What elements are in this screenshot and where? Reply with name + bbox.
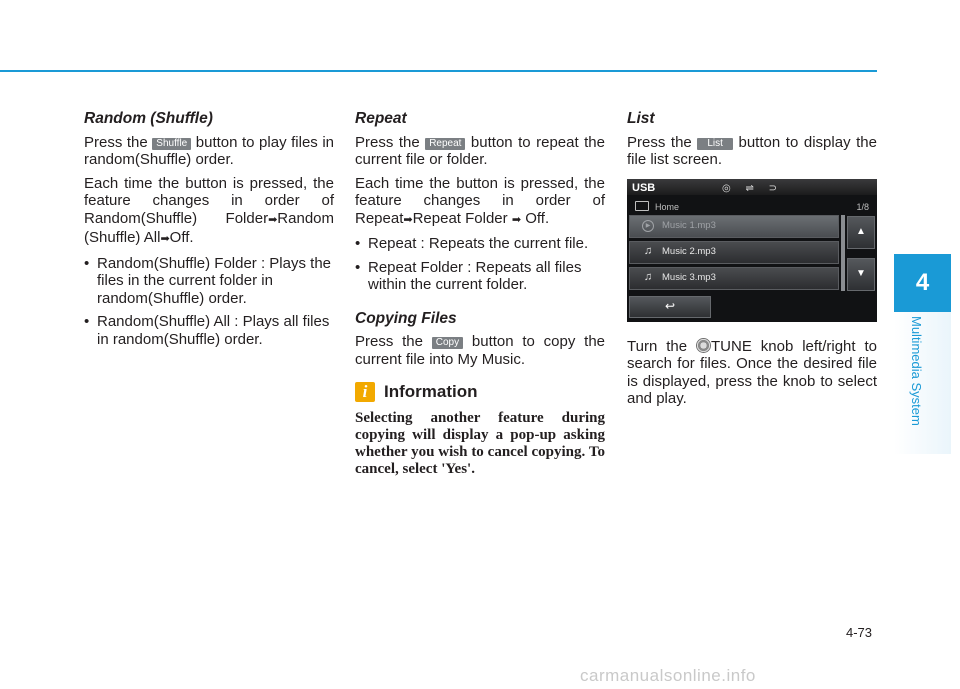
back-icon: ↩ bbox=[629, 296, 711, 318]
file-row-1: ▶ Music 1.mp3 bbox=[629, 215, 839, 238]
repeat-order-text: Each time the button is pressed, the feature changes in order of Repeat➡Repeat Folder ➡ Off. bbox=[355, 174, 605, 227]
folder-home: Home bbox=[635, 199, 679, 217]
heading-list: List bbox=[627, 110, 655, 127]
repeat-button-label: Repeat bbox=[425, 138, 465, 150]
column-random bbox=[84, 110, 334, 354]
list-item: • Random(Shuffle) All : Plays all files in random(Shuffle) order. bbox=[84, 313, 334, 348]
information-title: Information bbox=[384, 382, 478, 402]
random-bullet-list bbox=[84, 255, 334, 349]
heading-repeat: Repeat bbox=[355, 110, 407, 127]
file-row-2: ♫ Music 2.mp3 bbox=[629, 241, 839, 264]
music-note-icon: ♫ bbox=[643, 271, 653, 284]
heading-copying-files: Copying Files bbox=[355, 309, 457, 327]
list-item: • Repeat Folder : Repeats all files within the current folder. bbox=[355, 259, 605, 294]
repeat-press-text: Press the Repeat button to repeat the current file or folder. bbox=[355, 133, 605, 168]
scroll-up-icon: ▲ bbox=[847, 216, 875, 249]
copy-press-text: Press the Copy button to copy the current file into My Music. bbox=[355, 333, 606, 368]
play-icon: ▶ bbox=[642, 220, 654, 232]
scrollbar bbox=[841, 215, 845, 291]
status-icons: ◎ ⇌ ⊃ bbox=[722, 182, 784, 194]
random-order-text: Each time the button is pressed, the feature changes in order of Random(Shuffle) Folder➡Random (Shuffle) All➡Off. bbox=[84, 174, 334, 246]
arrow-right-icon: ➡ bbox=[160, 233, 170, 245]
tune-knob-icon bbox=[696, 338, 711, 353]
screen-status-bar bbox=[627, 179, 877, 195]
column-repeat bbox=[355, 110, 605, 484]
file-row-3: ♫ Music 3.mp3 bbox=[629, 267, 839, 290]
screen-title: USB bbox=[632, 181, 656, 194]
header-rule bbox=[0, 70, 877, 72]
repeat-bullet-list bbox=[355, 235, 605, 294]
arrow-right-icon: ➡ bbox=[268, 213, 278, 226]
list-item: • Repeat : Repeats the current file. bbox=[355, 235, 605, 253]
column-list bbox=[627, 110, 877, 414]
chapter-title: Multimedia System bbox=[909, 316, 924, 426]
scroll-down-icon: ▼ bbox=[847, 258, 875, 291]
shuffle-button-label: Shuffle bbox=[152, 138, 191, 150]
folder-icon bbox=[635, 201, 649, 211]
page-indicator: 1/8 bbox=[856, 201, 869, 212]
tune-knob-text: Turn the TUNE knob left/right to search for files. Once the desired file is displayed, press the knob to select and play. bbox=[627, 337, 877, 407]
arrow-right-icon: ➡ bbox=[403, 213, 413, 226]
page-number: 4-73 bbox=[846, 625, 873, 640]
info-icon: i bbox=[355, 382, 375, 402]
watermark: carmanualsonline.info bbox=[580, 666, 756, 685]
music-note-icon: ♫ bbox=[643, 245, 653, 258]
list-item: • Random(Shuffle) Folder : Plays the files in the current folder in random(Shuffle) order. bbox=[84, 255, 334, 308]
heading-random-shuffle: Random (Shuffle) bbox=[84, 110, 213, 127]
information-text: Selecting another feature during copying will display a pop-up asking whether you wish to cancel copying. To cancel, select 'Yes'. bbox=[355, 410, 605, 477]
file-list-screen bbox=[627, 179, 877, 322]
copy-button-label: Copy bbox=[432, 337, 463, 349]
random-press-text: Press the Shuffle button to play files in random(Shuffle) order. bbox=[84, 133, 335, 168]
list-press-text: Press the List button to display the file list screen. bbox=[627, 133, 877, 168]
information-header bbox=[355, 382, 605, 402]
arrow-right-icon: ➡ bbox=[511, 213, 522, 226]
chapter-number: 4 bbox=[894, 254, 951, 312]
list-button-label: List bbox=[697, 138, 733, 150]
